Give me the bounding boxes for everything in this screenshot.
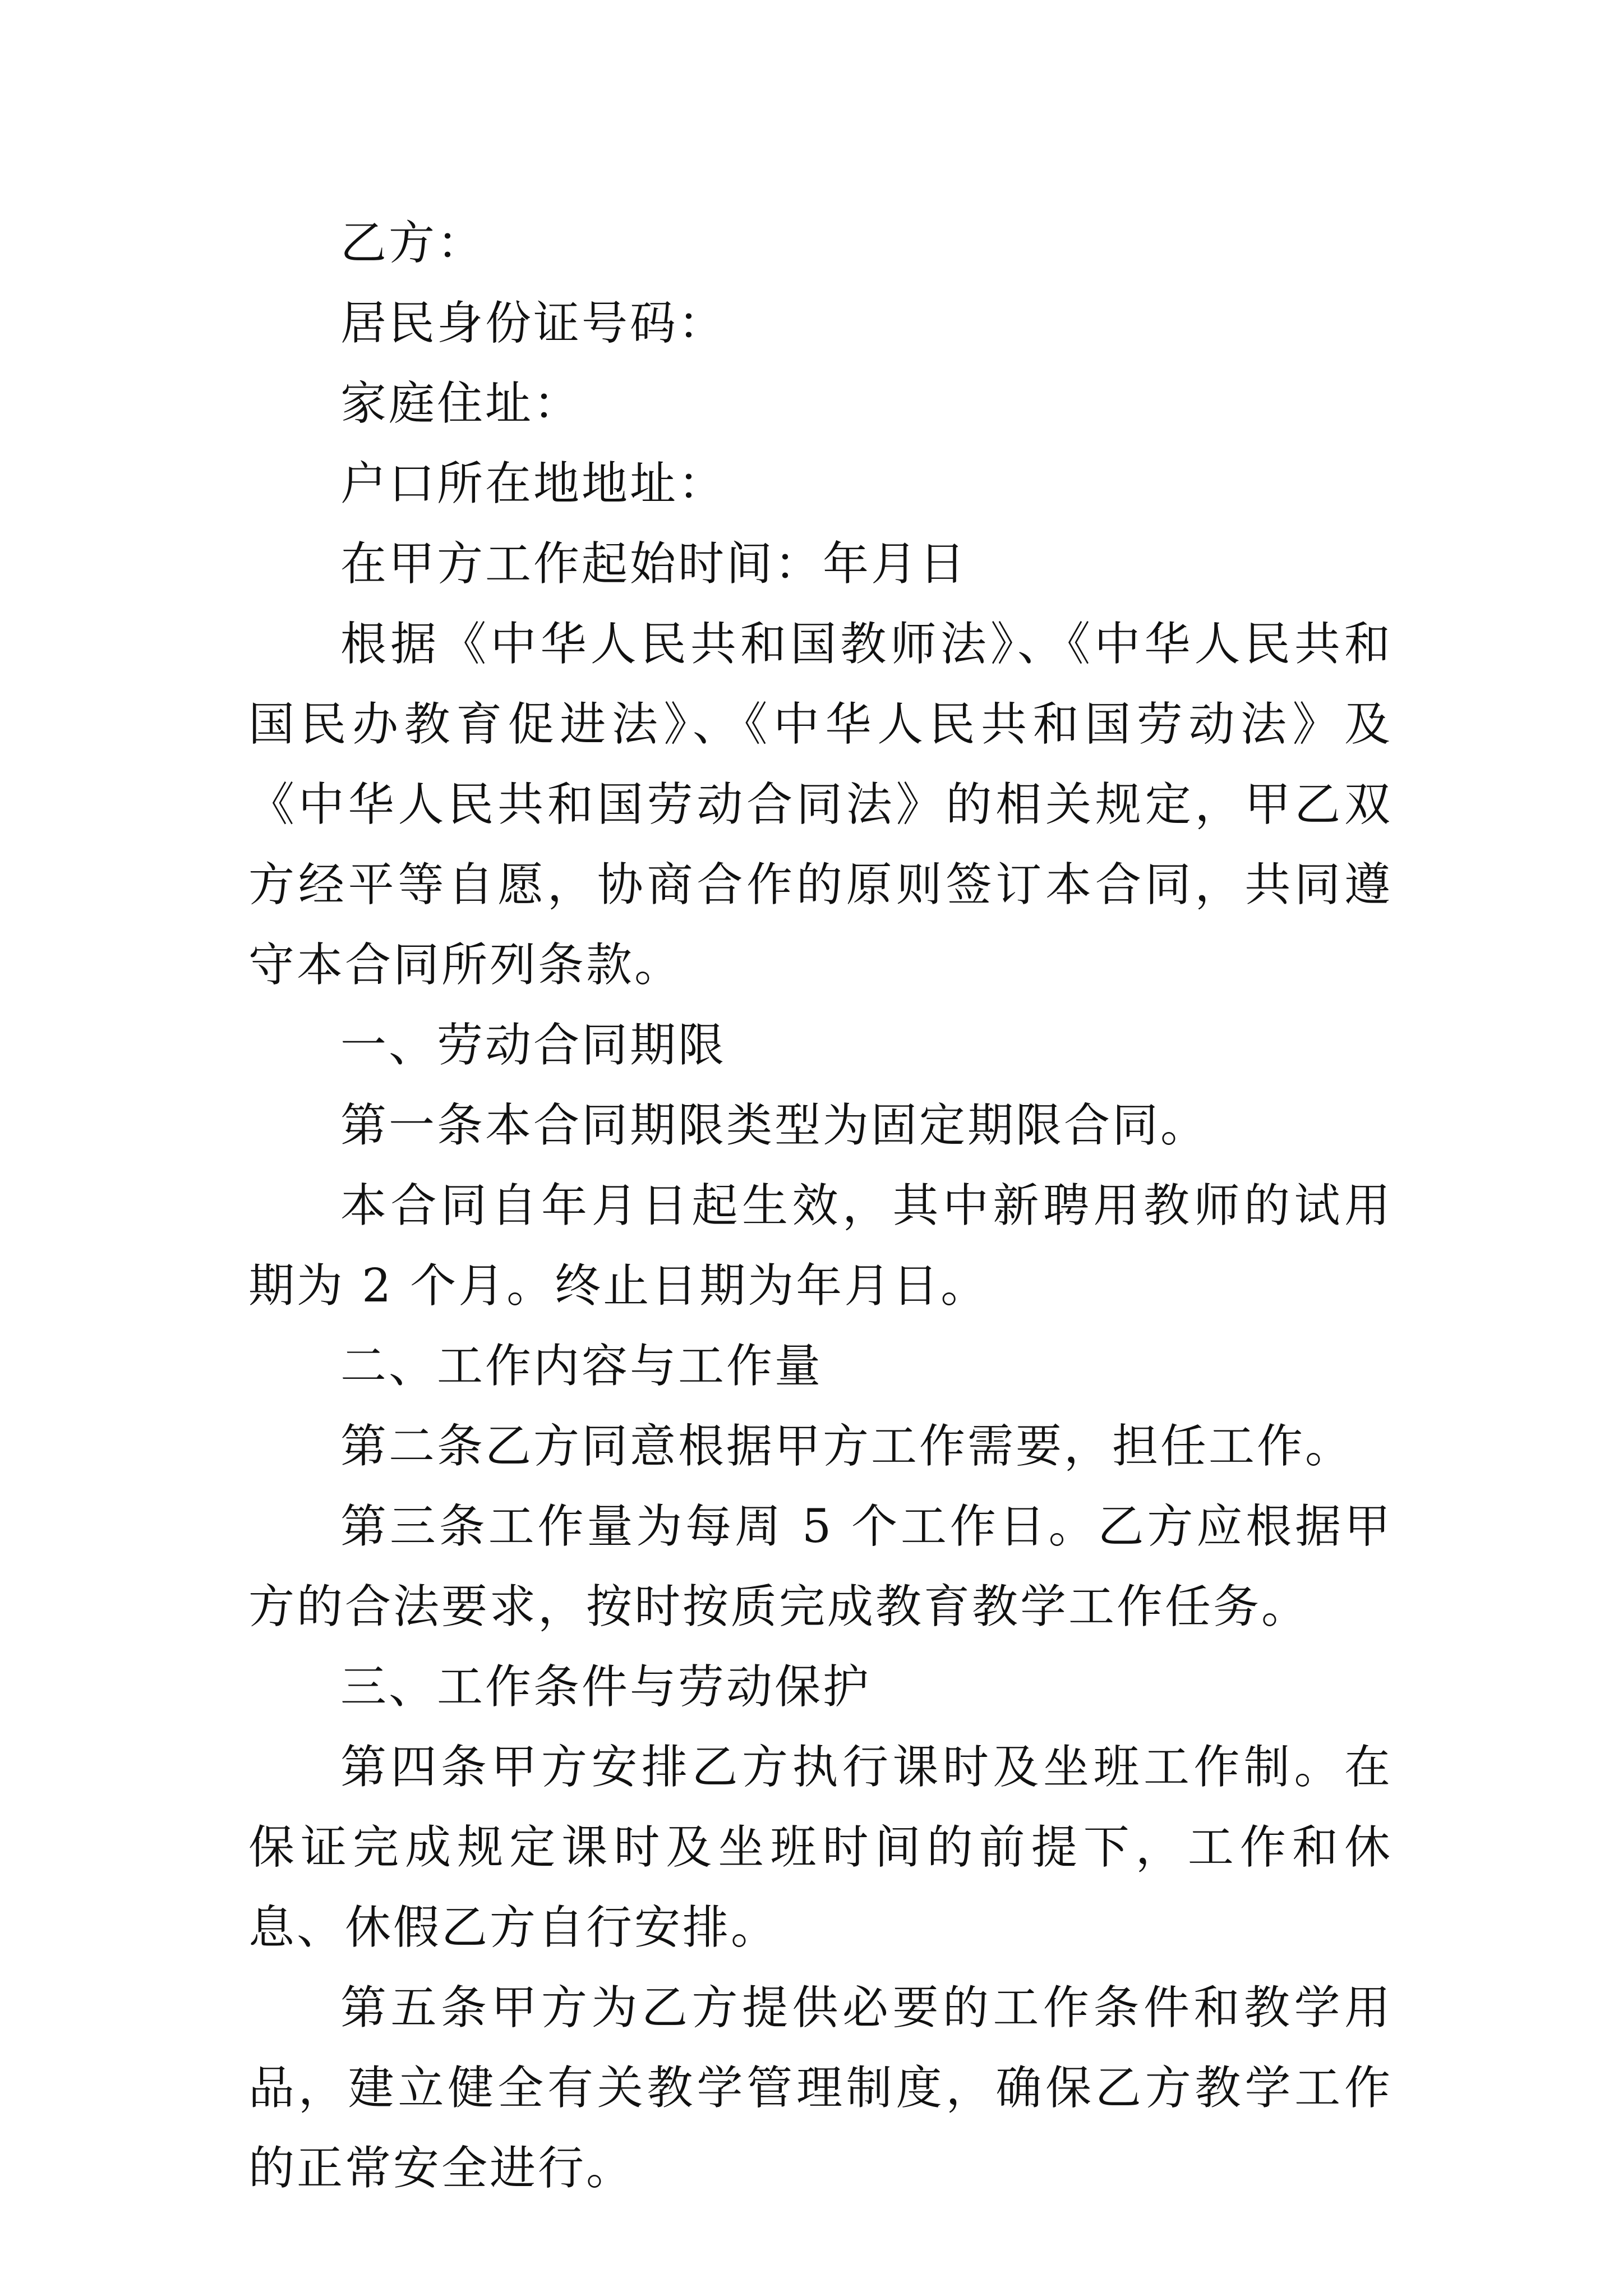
effective-date-paragraph: 本合同自年月日起生效，其中新聘用教师的试用期为 2 个月。终止日期为年月日。 (248, 1179, 1393, 1313)
id-number-label: 居民身份证号码： (340, 297, 727, 350)
section-heading-work: 二、工作内容与工作量 (340, 1340, 823, 1393)
section-heading-term: 一、劳动合同期限 (340, 1019, 727, 1072)
article-4: 第四条甲方安排乙方执行课时及坐班工作制。在保证完成规定课时及坐班时间的前提下，工作和休息、休假乙方自行安排。 (248, 1741, 1393, 1954)
article-5: 第五条甲方为乙方提供必要的工作条件和教学用品，建立健全有关教学管理制度，确保乙方教学工作的正常安全进行。 (248, 1981, 1393, 2195)
section-heading-conditions: 三、工作条件与劳动保护 (340, 1660, 872, 1714)
household-address-label: 户口所在地地址： (340, 457, 727, 510)
document-body (248, 203, 1393, 2208)
home-address-label: 家庭住址： (340, 377, 582, 430)
article-1: 第一条本合同期限类型为固定期限合同。 (340, 1099, 1209, 1152)
party-b-label: 乙方： (340, 217, 486, 270)
preamble-paragraph: 根据《中华人民共和国教师法》、《中华人民共和国民办教育促进法》、《中华人民共和国劳动法》及《中华人民共和国劳动合同法》的相关规定，甲乙双方经平等自愿，协商合作的原则签订本合同，共同遵守本合同所列条款。 (248, 618, 1393, 992)
start-date-label: 在甲方工作起始时间：年月日 (340, 537, 968, 591)
article-2: 第二条乙方同意根据甲方工作需要，担任工作。 (340, 1420, 1354, 1473)
article-3: 第三条工作量为每周 5 个工作日。乙方应根据甲方的合法要求，按时按质完成教育教学工作任务。 (248, 1500, 1393, 1634)
